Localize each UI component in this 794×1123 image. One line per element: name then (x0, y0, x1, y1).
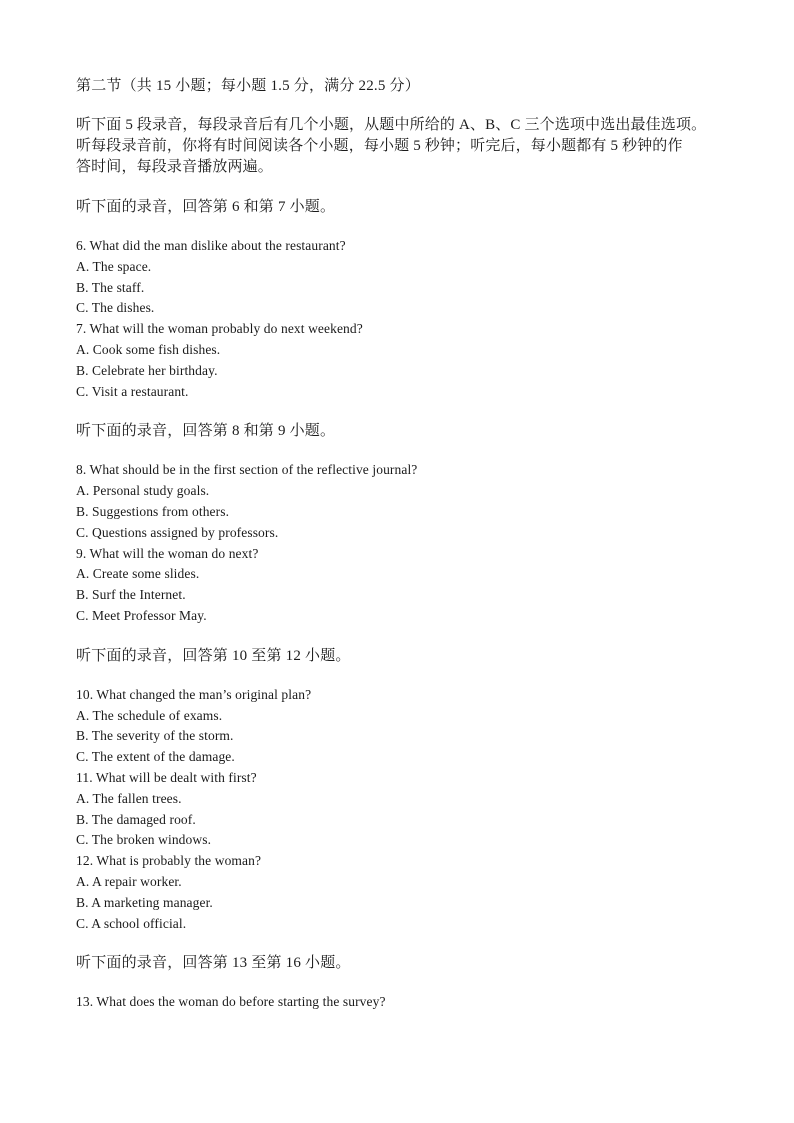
answer-option: C. Visit a restaurant. (76, 383, 189, 399)
question-group-10-12 (76, 646, 726, 935)
answer-option: B. Suggestions from others. (76, 503, 230, 519)
answer-option: B. The staff. (76, 279, 145, 295)
question-stem: 12. What is probably the woman? (76, 853, 262, 869)
group-heading: 听下面的录音，回答第 13 至第 16 小题。 (76, 955, 351, 972)
question-stem: 7. What will the woman probably do next weekend? (76, 321, 363, 337)
question-stem: 6. What did the man dislike about the restaurant? (76, 238, 346, 253)
answer-option: A. The schedule of exams. (76, 707, 223, 723)
question-stem: 13. What does the woman do before starting the survey? (76, 994, 386, 1010)
instructions-line: 答时间，每段录音播放两遍。 (76, 159, 273, 175)
question-group-8-9 (76, 421, 726, 626)
question-list (76, 460, 726, 626)
question-list (76, 992, 726, 1013)
question-group-6-7 (76, 197, 726, 402)
answer-option: C. A school official. (76, 915, 187, 931)
answer-option: A. Personal study goals. (76, 483, 210, 499)
section-title: 第二节（共 15 小题；每小题 1.5 分，满分 22.5 分） (76, 78, 420, 94)
question-list (76, 685, 726, 935)
question-stem: 10. What changed the man’s original plan? (76, 686, 312, 702)
instructions-line: 听每段录音前，你将有时间阅读各个小题，每小题 5 秒钟；听完后，每小题都有 5 秒钟的作 (76, 138, 683, 154)
answer-option: B. A marketing manager. (76, 894, 213, 910)
group-heading: 听下面的录音，回答第 10 至第 12 小题。 (76, 647, 351, 664)
answer-option: C. Meet Professor May. (76, 607, 207, 623)
instructions-line: 听下面 5 段录音，每段录音后有几个小题，从题中所给的 A、B、C 三个选项中选出最佳选项。 (76, 117, 707, 133)
document-page (76, 74, 726, 1013)
question-group-13-16 (76, 953, 726, 1013)
answer-option: A. The space. (76, 258, 152, 274)
answer-option: A. Cook some fish dishes. (76, 341, 221, 357)
answer-option: B. The severity of the storm. (76, 728, 234, 744)
answer-option: A. A repair worker. (76, 873, 182, 889)
question-stem: 11. What will be dealt with first? (76, 769, 257, 785)
answer-option: C. Questions assigned by professors. (76, 524, 279, 540)
question-stem: 9. What will the woman do next? (76, 545, 259, 561)
answer-option: B. Celebrate her birthday. (76, 362, 218, 378)
answer-option: A. The fallen trees. (76, 790, 182, 806)
question-list (76, 236, 726, 402)
instructions (76, 115, 726, 178)
group-heading: 听下面的录音，回答第 6 和第 7 小题。 (76, 199, 336, 215)
answer-option: C. The extent of the damage. (76, 749, 235, 765)
group-heading: 听下面的录音，回答第 8 和第 9 小题。 (76, 423, 336, 440)
answer-option: A. Create some slides. (76, 566, 200, 582)
answer-option: C. The dishes. (76, 300, 155, 316)
answer-option: C. The broken windows. (76, 832, 212, 848)
answer-option: B. Surf the Internet. (76, 587, 186, 603)
answer-option: B. The damaged roof. (76, 811, 196, 827)
question-stem: 8. What should be in the first section of the reflective journal? (76, 462, 418, 478)
